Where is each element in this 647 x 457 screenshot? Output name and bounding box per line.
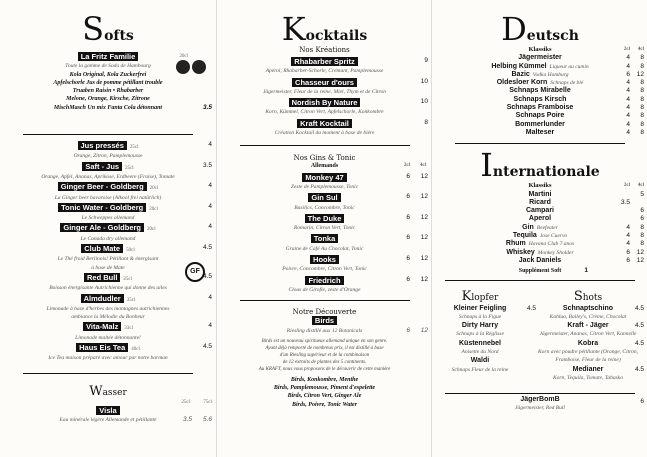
spirit-item: [432, 87, 647, 95]
decouverte-title: Notre Découverte: [292, 308, 357, 317]
kocktail-name: Chasseur d'ours: [292, 78, 357, 87]
kocktail-price: 10: [420, 98, 428, 106]
divider: [240, 300, 410, 301]
gin-item: [217, 173, 432, 183]
soft-price: 4: [208, 182, 212, 190]
creations-title: Nos Kréations: [299, 46, 350, 54]
spirit-price-2cl: 4: [626, 240, 630, 248]
soft-desc: à base de Mate: [91, 264, 125, 271]
soft-name: Jus pressés: [78, 141, 127, 150]
shot-item: [528, 366, 647, 374]
spirit-name: Ricard: [529, 198, 551, 206]
internationale-title: Internationale: [480, 146, 600, 185]
klopfer-price: 4.5: [526, 304, 536, 312]
spirit-price-4cl: 6: [640, 207, 644, 215]
soft-volume: 25cl: [125, 165, 134, 171]
shot-desc: Korn avec poudre pétillante (Orange, Citron, Framboise, Fleur de la reine): [538, 349, 638, 364]
kocktail-price: 8: [424, 118, 428, 126]
spirit-price-2cl: 4: [626, 223, 630, 231]
gin-name: Friedrich: [305, 276, 343, 285]
gin-price-4cl: 12: [420, 234, 428, 242]
shot-name: Medianer: [572, 365, 604, 373]
soft-item: [0, 294, 216, 305]
spirit-price-2cl: 4: [626, 62, 630, 70]
softs-column: Softs La Fritz Familie 20cl Toute la gamme de Soda de Hambourg Kola Original, Kola Zuckerfrei Apfelschorle Jus de pomme pétillant trouble Truaben Raisin • Rhabarber Melone, Orange, Kirsche, Zitrone MischMasch Un mix Fanta Cola détonnant 3.5 Jus pressés 25cl 4 Orange, Zitron, Pamplemousse Saft - Jus 25cl 3.5 Orange, Apfel, Ananas, Aprikose, Erdbeere (Fraise), Tomate Ginger Beer - Goldberg 20cl 4 La Ginger beer bavaroise (Alkool frei natürlich) Tonic Water - Goldberg 20cl 4 Le Schweppes allemand Ginger Ale - Goldberg 20cl 4 Le Canada dry allemand Club Mate 50cl 4.5 Le Thé froid Berlinois! Pétillant & énergisant à base de Mate Red Bull 25cl 4.5 Boisson énergisante Autrichienne qui donne des ailes Almdudler 35cl 4 Limonade à base d'herbes des montagnes autrichiennes ambiance la Mélodie du Bonheur Vita-Malz 33cl 4 Limonade maltée détonnante! Haus Eis Tea 40cl 4.5 Ice Tea maison préparé avec amour par notre barman GF Wasser 25cl 75cl Visla Eau minérale légère Allemande et pétillante 3.5 5.6: [0, 0, 216, 457]
gin-price-4cl: 12: [420, 255, 428, 263]
spirit-price-2cl: 4: [626, 54, 630, 62]
spirit-item: [432, 112, 647, 120]
klopfer-shots-block: [432, 281, 647, 401]
shot-price: 4.5: [634, 304, 644, 312]
spirit-name: Oldesloer Korn: [496, 79, 548, 87]
shot-item: [528, 305, 647, 313]
soft-volume: 20cl: [149, 186, 159, 192]
kocktail-name: Nordish By Nature: [289, 98, 361, 107]
soft-price: 4.5: [202, 343, 212, 351]
gin-item: [217, 276, 432, 286]
spirit-desc: Schnaps de blé: [550, 80, 584, 87]
gin-desc: Poivre, Concombre, Citron Vert, Tonic: [282, 266, 367, 273]
divider: [23, 373, 193, 374]
gin-price-4cl: 12: [420, 275, 428, 283]
fritz-familie-tag: La Fritz Familie: [78, 52, 139, 61]
soft-volume: 25cl: [123, 276, 133, 282]
klopfer-name: Waldi: [470, 357, 490, 365]
spirit-price-2cl: 4: [626, 79, 630, 87]
spirit-name: Jack Daniels: [518, 256, 562, 264]
spirit-price-2cl: 3.5: [620, 198, 630, 206]
gin-name: The Duke: [305, 214, 345, 223]
internationale-list: [432, 191, 647, 266]
gin-desc: Basilics, Concombre, Tonic: [294, 204, 355, 211]
spirit-name: Martini: [528, 190, 552, 198]
spirit-price-4cl: 8: [640, 87, 644, 95]
birds-note: Birds est un nouveau spiritueux allemand unique en son genre. Ayant déjà remporté de nombreux prix, il est distillé à base d'un Riesling supérieur et de la combinaison de 12 extraits de plantes des 5 continents. Au KRAFT, nous vous proposons de le découvrir de cette manière: [258, 338, 391, 372]
gin-price-2cl: 6: [406, 193, 410, 201]
spirit-price-2cl: 6: [626, 70, 630, 78]
kocktail-item: [217, 119, 432, 129]
gin-name: Tonka: [311, 234, 339, 243]
spirit-price-2cl: 4: [626, 87, 630, 95]
klopfer-name: Kleiner Feigling: [453, 304, 507, 312]
soft-item: [0, 244, 216, 255]
spirit-price-4cl: 8: [640, 223, 644, 231]
soft-name: Haus Eis Tea: [76, 343, 128, 352]
soft-desc: Boisson énergisante Autrichienne qui donne des ailes: [49, 285, 167, 292]
kocktail-item: [217, 78, 432, 88]
spirit-price-4cl: 8: [640, 104, 644, 112]
divider: [455, 143, 625, 144]
spirit-name: Malteser: [525, 128, 555, 136]
soft-desc: Le Schweppes allemand: [81, 215, 135, 222]
visla-item: Visla: [0, 406, 216, 416]
jagerbomb-item: JägerBomB 6: [520, 395, 644, 405]
kocktail-desc: Jägermeister, Fleur de la reine, Miel, Thym et de Citron: [262, 88, 386, 95]
spirit-name: Schnaps Framboise: [506, 104, 574, 112]
soft-desc: La Ginger beer bavaroise (Alkool frei natürlich): [54, 194, 162, 201]
klopfer-item: [432, 304, 536, 313]
soft-volume: 50cl: [126, 248, 135, 254]
klopfer-item: [432, 357, 528, 365]
spirit-item: [432, 257, 647, 265]
soft-volume: 35cl: [126, 297, 136, 303]
gin-item: [217, 255, 432, 265]
spirit-price-4cl: 8: [640, 128, 644, 136]
klopfer-item: [432, 322, 528, 330]
shots-section: Shots Schnaptschino 4.5 Kahlua, Bailey's, Crème, Chocolat Kraft - Jäger 4.5 Jägermeister, Ananas, Citron Vert, Kannelle Kobra 4.5 Korn avec poudre pétillante (Orange, Citron, Framboise, Fleur de la reine) Medianer 4.5 Korn, Tequila, Tomate, Tabasko: [528, 285, 647, 383]
spirits-column: Deutsch Klassiks 2cl 4cl Jägermeister 4 8 Helbing Kümmel Liqueur au cumin 4 8 Bazic Vodka Hamburg 6 12 Oldesloer Korn Schnaps de blé 4 8 Schnaps Mirabelle 4 8 Schnaps Kirsch 4 8 Schnaps Framboise 4 8 Schnaps Poire 4 8 Bommerlunder 4 8 Malteser 4 8 Internationale Klassiks 2cl 4cl Martini 5 Ricard 3.5 Campari 6 Aperol 6 Gin Beefeater 4 8 Tequila Jose Cuervo 4 8 Rhum Havana Club 7 anos 4 8 Whiskey Monkey Sholder 6 12 Jack Daniels 6 12 Supplément Soft 1 Klopfer Kleiner Feigling 4.5 Schnaps à la Figue Dirty Harry Schnaps à la Réglisse Küstennebel Anisette du Nord Waldi Schnaps Fleur de la reine Shots Schnaptschino 4.5 Kahlua, Bailey's, Crème, Chocolat Kraft - Jäger 4.5 Jägermeister, Ananas, Citron Vert, Kannelle Kobra 4.5 Korn avec poudre pétillante (Orange, Citron, Framboise, Fleur de la reine) Medianer 4.5 Korn, Tequila, Tomate, Tabasko JägerBomB 6 Jägermeister, Red Bull: [431, 0, 647, 457]
soft-desc: Limonade à base d'herbes des montagnes autrichiennes: [46, 305, 170, 312]
soft-price: 4.5: [202, 272, 212, 280]
soft-name: Vita-Malz: [83, 322, 121, 331]
gin-desc: Romarin, Citron Vert, Tonic: [293, 225, 356, 232]
spirit-price-4cl: 8: [640, 95, 644, 103]
shot-item: [528, 322, 647, 330]
softs-title: Softs: [82, 10, 134, 48]
soft-name: Ginger Beer - Goldberg: [58, 182, 147, 191]
klopfer-name: Dirty Harry: [461, 322, 499, 330]
spirit-item: [432, 249, 647, 257]
deutsch-title: Deutsch: [501, 10, 579, 48]
spirit-price-4cl: 8: [640, 54, 644, 62]
shot-price: 4.5: [634, 339, 644, 347]
kocktail-price: 9: [424, 57, 428, 64]
spirit-price-2cl: 4: [626, 128, 630, 136]
spirit-price-4cl: 12: [636, 70, 644, 78]
soft-price: 4: [208, 141, 212, 149]
spirit-desc: Liqueur au cumin: [549, 63, 589, 70]
creations-list: [217, 57, 432, 137]
deutsch-list: [432, 54, 647, 137]
kocktail-price: 10: [420, 77, 428, 85]
gin-price-2cl: 6: [406, 275, 410, 283]
soft-volume: 20cl: [149, 206, 158, 212]
wasser-title: Wasser: [89, 383, 127, 399]
spirit-name: Whiskey: [506, 248, 535, 256]
soft-volume: 20cl: [147, 227, 156, 233]
soft-price: 4: [208, 322, 212, 330]
spirit-price-2cl: 4: [626, 104, 630, 112]
soft-desc: Orange, Apfel, Ananas, Aprikose, Erdbeere (Fraise), Tomate: [41, 173, 175, 180]
spirit-name: Gin: [522, 223, 534, 231]
spirit-desc: Jose Cuervo: [539, 233, 568, 240]
spirit-item: [432, 240, 647, 248]
gin-desc: Graine de Café Au Chocolat, Tonic: [285, 245, 364, 252]
shot-price: 4.5: [634, 365, 644, 373]
spirit-name: Aperol: [528, 215, 552, 223]
spirit-price-2cl: 4: [626, 120, 630, 128]
spirit-price-4cl: 8: [640, 112, 644, 120]
spirit-name: Tequila: [512, 232, 537, 240]
kocktail-name: Rhabarber Spritz: [291, 57, 357, 66]
soft-desc: ambiance la Mélodie du Bonheur: [71, 314, 145, 321]
shot-name: Kraft - Jäger: [567, 322, 609, 330]
kocktail-desc: Création Kocktail du moment à base de bière: [274, 130, 375, 137]
gin-title: Nos Gins & Tonic: [293, 154, 356, 163]
kocktails-title: Kocktails: [281, 10, 368, 48]
spirit-item: [432, 96, 647, 104]
softs-list: [0, 141, 216, 363]
spirit-price-4cl: 8: [640, 79, 644, 87]
spirit-desc: Beefeater: [536, 224, 558, 231]
soft-name: Club Mate: [81, 244, 123, 253]
spirit-price-4cl: 8: [640, 240, 644, 248]
klopfer-name: Küstennebel: [458, 339, 501, 347]
klopfer-section: Klopfer Kleiner Feigling 4.5 Schnaps à la Figue Dirty Harry Schnaps à la Réglisse Küstennebel Anisette du Nord Waldi Schnaps Fleur de la reine: [432, 285, 528, 374]
shot-name: Schnaptschino: [562, 304, 614, 312]
soft-desc: Le Canada dry allemand: [80, 235, 136, 242]
soft-volume: 25cl: [129, 145, 139, 151]
gin-price-4cl: 12: [420, 213, 428, 221]
spirit-item: [432, 129, 647, 137]
spirit-price-4cl: 12: [636, 256, 644, 264]
soft-item: [0, 322, 216, 333]
shot-item: [528, 340, 647, 348]
spirit-item: [432, 54, 647, 62]
spirit-desc: Vodka Hamburg: [532, 71, 569, 78]
klopfer-desc: Schnaps à la Réglisse: [456, 331, 504, 338]
birds-combos: Birds, Konkombre, Menthe Birds, Pamplemousse, Piment d'espelette Birds, Citron Vert, Ginger Ale Birds, Poivre, Tonic Water: [273, 376, 376, 408]
shot-name: Kobra: [577, 339, 599, 347]
soft-item: [0, 182, 216, 193]
spirit-item: [432, 232, 647, 240]
spirit-item: [432, 104, 647, 112]
soft-name: Ginger Ale - Goldberg: [60, 223, 144, 232]
spirit-price-2cl: 6: [626, 256, 630, 264]
kocktail-desc: Korn, Kümmel, Citron Vert, Apfelschorle, Konkombre: [265, 109, 384, 116]
soft-desc: Limonade maltée détonnante!: [75, 334, 141, 341]
soft-item: [0, 223, 216, 234]
spirit-price-2cl: 4: [626, 232, 630, 240]
soft-price: 4: [208, 202, 212, 210]
spirit-price-4cl: 8: [640, 120, 644, 128]
spirit-price-4cl: 8: [640, 62, 644, 70]
spirit-item: [432, 79, 647, 87]
gin-price-2cl: 6: [406, 255, 410, 263]
gin-price-2cl: 6: [406, 234, 410, 242]
spirit-name: Bazic: [511, 70, 530, 78]
spirit-item: [432, 199, 647, 207]
spirit-name: Helbing Kümmel: [491, 62, 547, 70]
soft-name: Almdudler: [81, 294, 124, 303]
gin-name: Gin Sul: [308, 193, 340, 202]
soft-desc: Le Thé froid Berlinois! Pétillant & énergisant: [57, 256, 159, 263]
spirit-price-4cl: 12: [636, 248, 644, 256]
shot-desc: Jägermeister, Ananas, Citron Vert, Kannelle: [539, 331, 637, 338]
spirit-item: [432, 191, 647, 199]
kocktails-column: Kocktails Nos Kréations Rhabarber Spritz 9 Apérol, Rhabarber-Schorle, Crémant, Pamplemousse Chasseur d'ours 10 Jägermeister, Fleur de la reine, Miel, Thym et de Citron Nordish By Nature 10 Korn, Kümmel, Citron Vert, Apfelschorle, Konkombre Kraft Kocktail 8 Création Kocktail du moment à base de bière Nos Gins & Tonic Allemands 2cl 4cl Monkey 47 6 12 Zeste de Pamplemousse, Tonic Gin Sul 6 12 Basilics, Concombre, Tonic The Duke 6 12 Romarin, Citron Vert, Tonic Tonka 6 12 Graine de Café Au Chocolat, Tonic Hooks 6 12 Poivre, Concombre, Citron Vert, Tonic Friedrich 6 12 Clous de Girofle, zeste d'Orange Notre Découverte Birds Riesling distillé aux 12 Botanicals 6 12 Birds est un nouveau spiritueux allemand unique en son genre. Ayant déjà remporté de nombreux prix, il est distillé à base d'un Riesling supérieur et de la combinaison de 12 extraits de plantes des 5 continents. Au KRAFT, nous vous proposons de le découvrir de cette manière Birds, Konkombre, Menthe Birds, Pamplemousse, Piment d'espelette Birds, Citron Vert, Ginger Ale Birds, Poivre, Tonic Water: [216, 0, 432, 457]
soft-name: Saft - Jus: [82, 162, 122, 171]
gin-desc: Zeste de Pamplemousse, Tonic: [290, 183, 359, 190]
gin-desc: Clous de Girofle, zeste d'Orange: [288, 286, 361, 293]
soft-item: [0, 203, 216, 214]
klopfer-item: [432, 340, 528, 348]
spirit-name: Schnaps Poire: [515, 112, 565, 120]
soft-item: [0, 141, 216, 152]
spirit-item: [432, 215, 647, 223]
divider: [240, 145, 410, 146]
gin-price-4cl: 12: [420, 172, 428, 180]
shot-desc: Kahlua, Bailey's, Crème, Chocolat: [549, 313, 627, 320]
shot-desc: Korn, Tequila, Tomate, Tabasko: [553, 374, 623, 381]
gin-price-4cl: 12: [420, 193, 428, 201]
birds-item: Birds: [217, 316, 432, 326]
soft-price: 4: [208, 293, 212, 301]
spirit-item: [432, 207, 647, 215]
soft-volume: 40cl: [131, 347, 140, 353]
soft-price: 4.5: [202, 244, 212, 252]
gins-list: [217, 173, 432, 295]
kocktail-item: [217, 98, 432, 108]
spirit-desc: Monkey Sholder: [537, 249, 574, 256]
soft-desc: Ice Tea maison préparé avec amour par notre barman: [48, 355, 168, 362]
spirit-price-2cl: 6: [626, 248, 630, 256]
gin-price-2cl: 6: [406, 213, 410, 221]
gin-price-2cl: 6: [406, 172, 410, 180]
spirit-price-2cl: 4: [626, 112, 630, 120]
spirit-name: Schnaps Kirsch: [513, 95, 567, 103]
spirit-price-4cl: 8: [640, 232, 644, 240]
soft-volume: 33cl: [124, 326, 133, 332]
kocktail-desc: Apérol, Rhabarber-Schorle, Crémant, Pamplemousse: [265, 68, 384, 75]
spirit-item: [432, 224, 647, 232]
klopfer-desc: Schnaps à la Figue: [458, 313, 502, 320]
fritz-familie: La Fritz Familie 20cl: [0, 52, 216, 62]
klopfer-desc: Anisette du Nord: [461, 349, 499, 356]
gluten-free-badge: GF: [185, 262, 205, 282]
klopfer-desc: Schnaps Fleur de la reine: [451, 366, 509, 373]
soft-name: Red Bull: [84, 273, 120, 282]
soft-item: [0, 162, 216, 173]
kocktail-name: Kraft Kocktail: [297, 119, 352, 128]
spirit-item: [432, 63, 647, 71]
gin-name: Monkey 47: [302, 173, 346, 182]
spirit-desc: Havana Club 7 anos: [528, 241, 575, 248]
spirit-name: Schnaps Mirabelle: [509, 87, 571, 95]
soft-desc: Orange, Zitron, Pamplemousse: [73, 153, 143, 160]
spirit-price-2cl: 4: [626, 95, 630, 103]
soft-price: 3.5: [202, 161, 212, 169]
divider: [23, 134, 193, 135]
gin-item: [217, 193, 432, 203]
spirit-name: Bommerlunder: [515, 120, 565, 128]
spirit-item: [432, 71, 647, 79]
soft-name: Tonic Water - Goldberg: [58, 203, 146, 212]
spirit-name: Rhum: [505, 240, 526, 248]
soft-item: [0, 343, 216, 354]
gin-name: Hooks: [310, 255, 339, 264]
shot-price: 4.5: [634, 322, 644, 330]
gin-item: [217, 234, 432, 244]
kocktail-item: [217, 57, 432, 67]
soft-item: [0, 273, 216, 284]
spirit-price-4cl: 6: [640, 215, 644, 223]
soft-price: 4: [208, 223, 212, 231]
spirit-price-4cl: 5: [640, 190, 644, 198]
spirit-name: Jägermeister: [518, 54, 562, 62]
spirit-name: Campari: [525, 207, 554, 215]
spirit-item: [432, 121, 647, 129]
gin-item: [217, 214, 432, 224]
